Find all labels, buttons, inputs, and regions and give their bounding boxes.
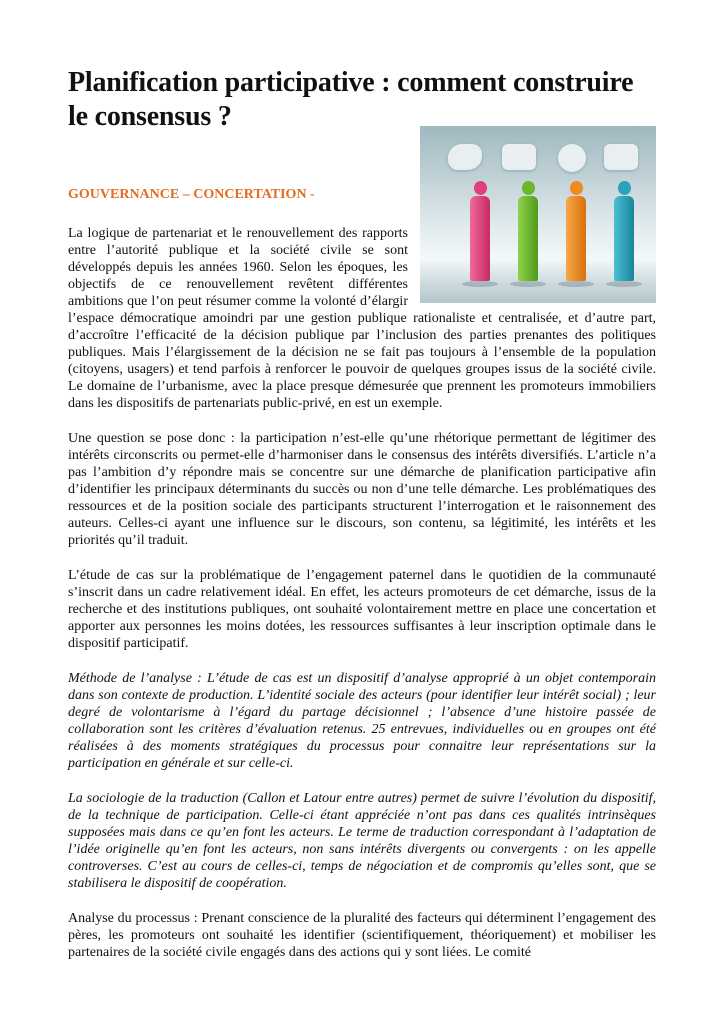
paragraph-method: Méthode de l’analyse : L’étude de cas est un dispositif d’analyse approprié à un objet contemporain dans son contexte de production. L’identité sociale des acteurs (pour identifier leur intérêt social) ; leur degré de volontarisme à l’égard du partage décisionnel ; l’absence d’une histoire passée de collaboration sont les critères d’évaluation retenus. 25 entrevues, individuelles ou en groupes ont été réalisées à des moments stratégiques du processus pour connaitre leur représentations sur la participation en générale et sur celle-ci. [68,671,656,771]
figure-shadow [558,281,594,287]
paragraph-question: Une question se pose donc : la participation n’est-elle qu’une rhétorique permettant de légitimer des intérêts circonscrits ou permet-elle d’harmoniser dans le consensus des intérêts diversifiés. L’article n’a pas l’ambition d’y répondre mais se concentre sur une démarche de planification participative afin d’identifier les principaux déterminants du succès ou non d’une telle démarche. Les problématiques des ressources et de la position sociale des participants structurent l’interrogation et le raisonnement des auteurs. Celles-ci ayant une influence sur le discours, son contenu, sa légitimité, les intérêts et les priorités qu’il traduit. [68,431,656,548]
figure-shadow [462,281,498,287]
speech-bubble-icon [604,144,638,170]
people-speech-bubbles-illustration [420,126,656,303]
document-page [68,66,656,961]
person-figure-pink [469,181,491,281]
speech-bubble-icon [558,144,586,172]
speech-bubble-icon [502,144,536,170]
article-title: Planification participative : comment construire le consensus ? [68,67,634,132]
paragraph-process-analysis: Analyse du processus : Prenant conscience de la pluralité des facteurs qui déterminent l’engagement des pères, les promoteurs ont souhaité les identifier (scientifiquement, théoriquement) et mobiliser les partenaires de la société civile engagés dans des actions qui y sont liées. Le comité [68,911,656,960]
person-figure-teal [613,181,635,281]
section-subheading: GOUVERNANCE – CONCERTATION - [68,187,315,202]
paragraph-intro: La logique de partenariat et le renouvellement des rapports entre l’autorité publique et la société civile se sont développés depuis les années 1960. Selon les époques, les objectifs de ce renouvellement revêtent différentes ambitions que l’on peut résumer comme la volonté d’élargir l’espace démocratique amoindri par une gestion publique rationaliste et centralisée, et d’autre part, d’accroître l’efficacité de la décision publique par l’inclusion des parties prenantes des politiques publiques. Mais l’élargissement de la décision ne se fait pas toujours à l’ensemble de la population (citoyens, usagers) et tend parfois à renforcer le pouvoir de quelques groupes issus de la société civile. Le domaine de l’urbanisme, avec la place presque démesurée que prennent les promoteurs immobiliers dans les dispositifs de partenariats public-privé, en est un exemple. [68,226,656,411]
speech-bubble-icon [448,144,482,170]
person-figure-green [517,181,539,281]
figure-shadow [606,281,642,287]
paragraph-case-study: L’étude de cas sur la problématique de l’engagement paternel dans le quotidien de la communauté s’inscrit dans un cadre relativement idéal. En effet, les acteurs promoteurs de cet démarche, issus de la recherche et des institutions publiques, ont souhaité volontairement mettre en place une concertation et apporter aux personnes les moins dotées, les ressources suffisantes à leur inscription optimale dans le dispositif participatif. [68,568,656,651]
figure-shadow [510,281,546,287]
person-figure-orange [565,181,587,281]
paragraph-sociology: La sociologie de la traduction (Callon et Latour entre autres) permet de suivre l’évolution du dispositif, de la technique de participation. Celle-ci étant appréciée n’ont pas dans ces qualités intrinsèques supposées mais dans ce qu’en font les acteurs. Le terme de traduction correspondant à l’adaptation de l’idée originelle qu’en font les acteurs, non sans intérêts divergents ou convergents : on les appelle controverses. C’est au cours de celles-ci, temps de négociation et de compromis qu’elles sont, que se stabilisera le dispositif de coopération. [68,791,656,891]
